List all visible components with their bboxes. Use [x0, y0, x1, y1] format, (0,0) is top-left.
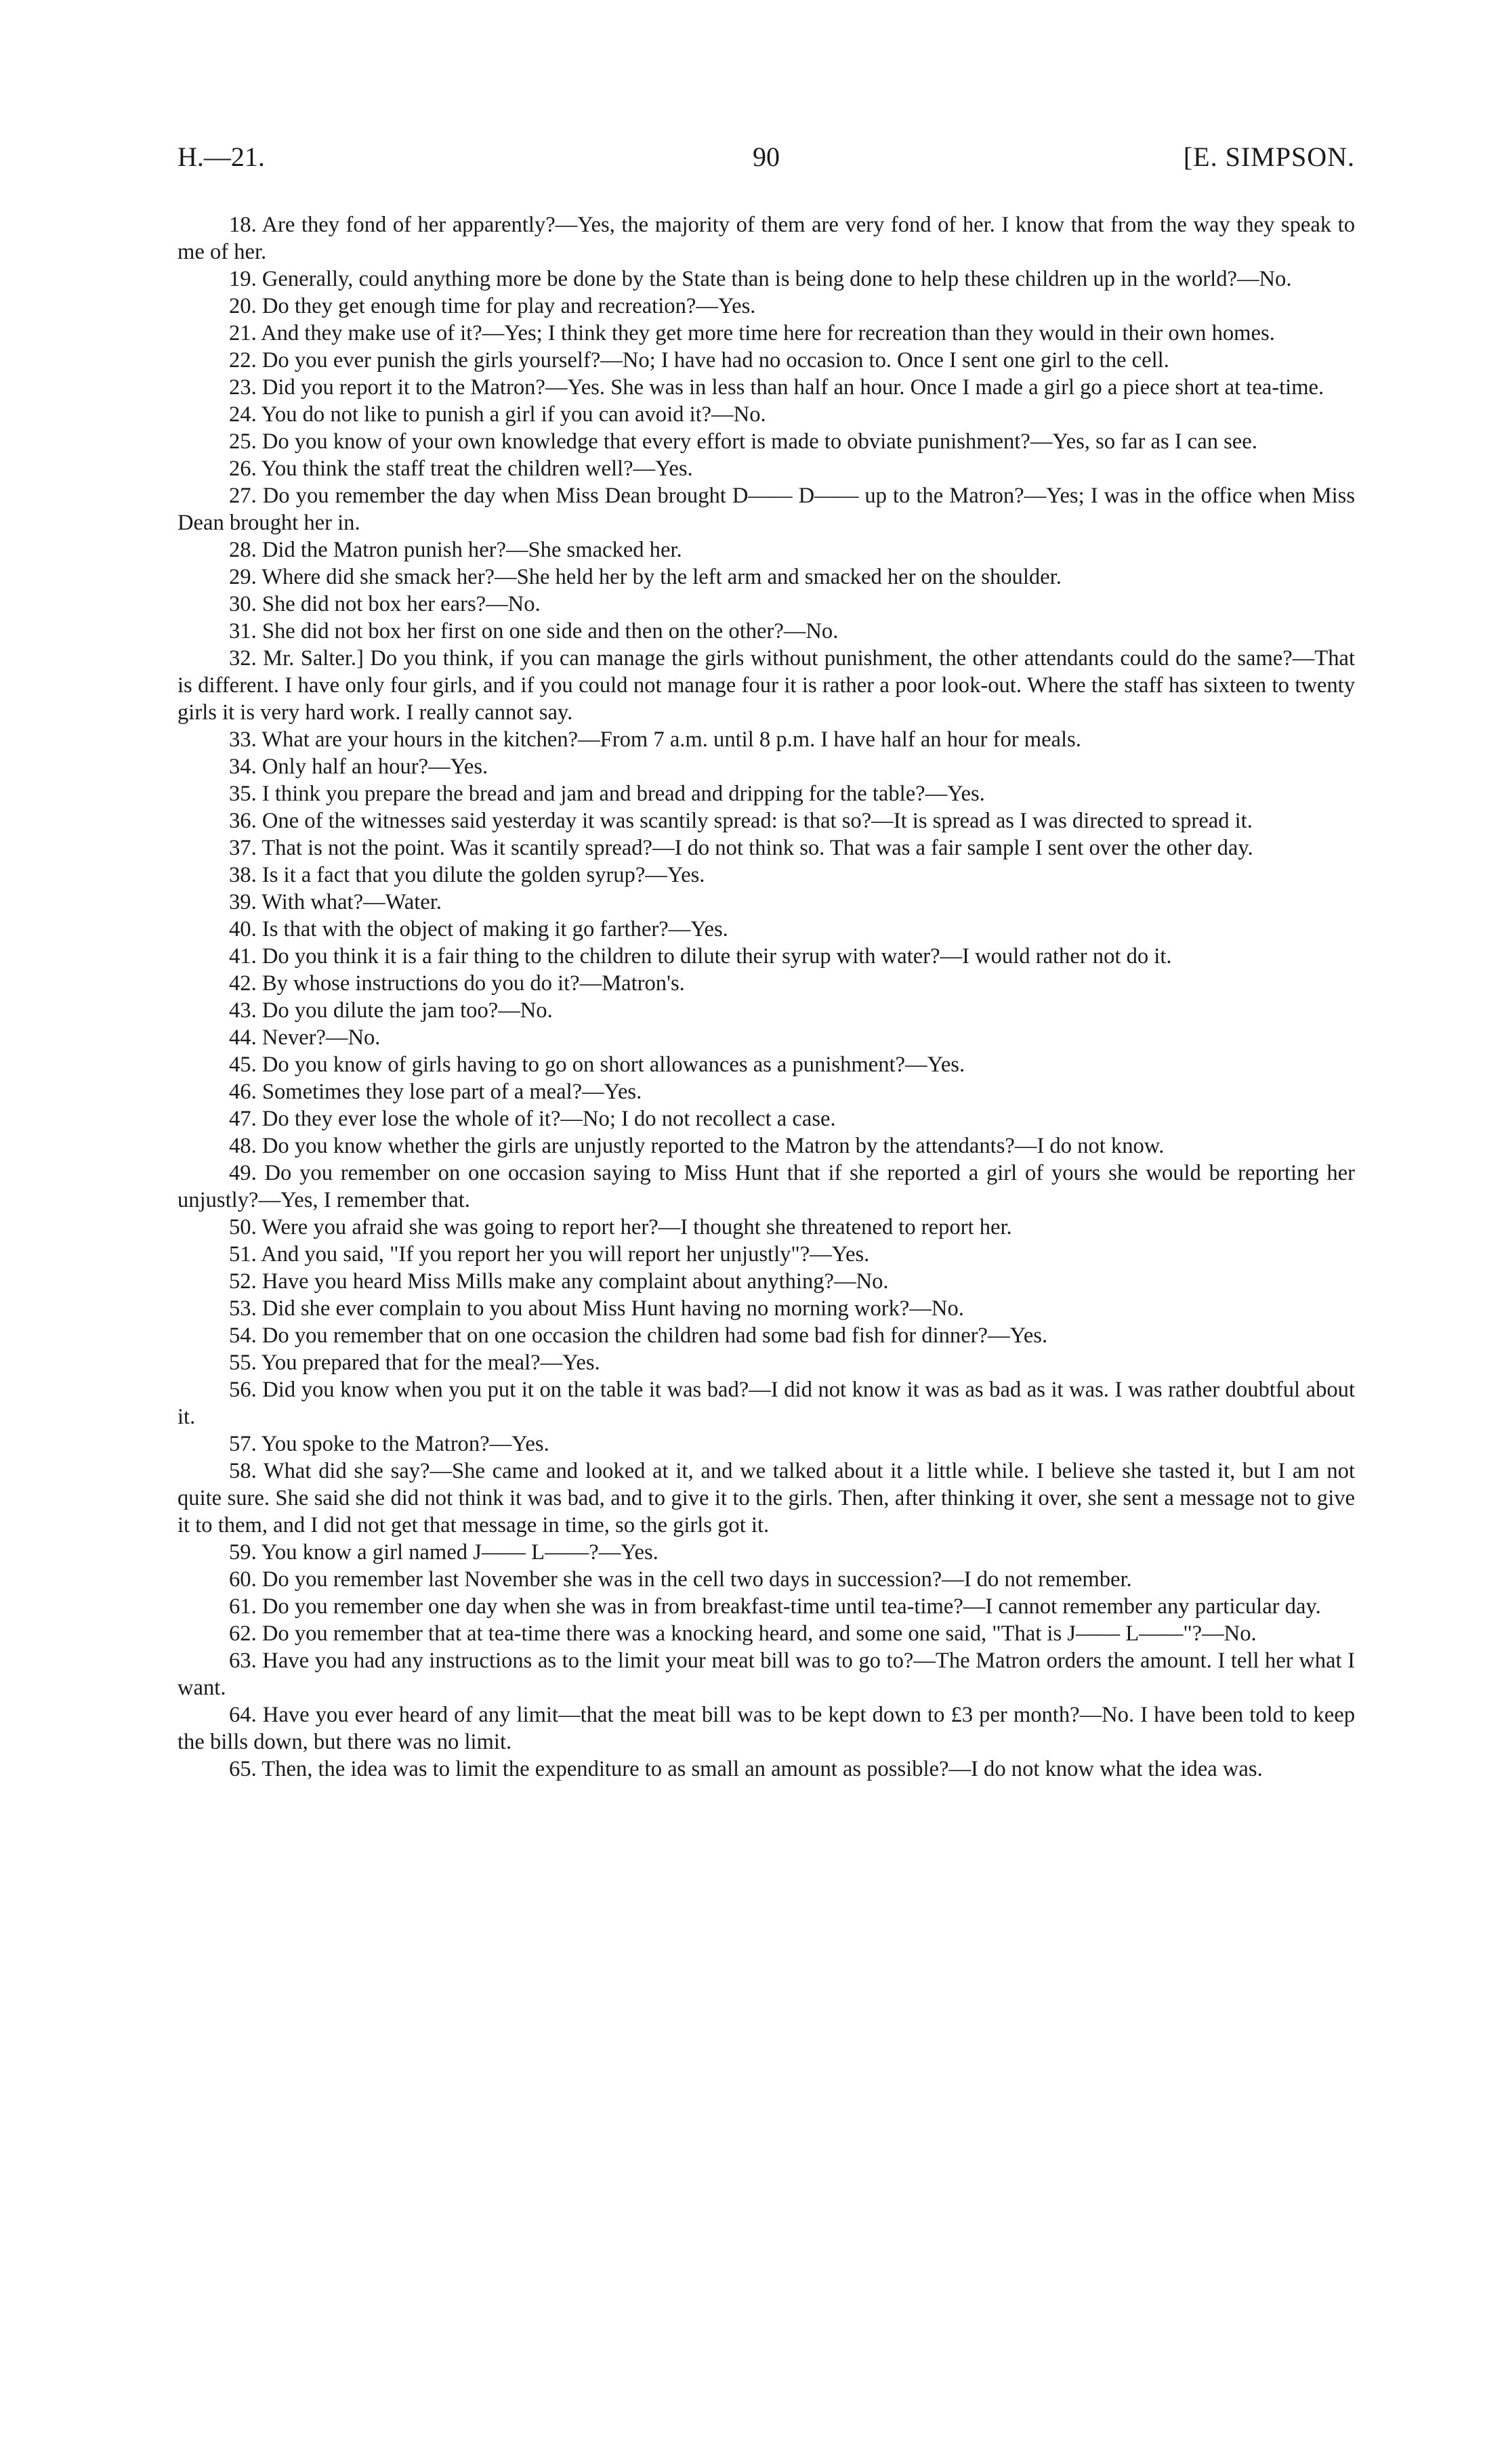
- testimony-paragraph: 40. Is that with the object of making it go farther?—Yes.: [229, 917, 728, 941]
- testimony-paragraph: 47. Do they ever lose the whole of it?—No; I do not recollect a case.: [229, 1107, 836, 1131]
- testimony-paragraph: 51. And you said, "If you report her you will report her unjustly"?—Yes.: [229, 1242, 870, 1267]
- testimony-body: [177, 211, 1355, 1783]
- testimony-paragraph: 49. Do you remember on one occasion saying to Miss Hunt that if she reported a girl of yours she would be reporting her unjustly?—Yes, I remember that.: [177, 1161, 1355, 1212]
- testimony-paragraph: 36. One of the witnesses said yesterday it was scantily spread: is that so?—It is spread as I was directed to spread it.: [229, 809, 1253, 833]
- document-reference: H.—21.: [177, 142, 265, 172]
- testimony-paragraph: 18. Are they fond of her apparently?—Yes, the majority of them are very fond of her. I know that from the way they speak to me of her.: [177, 213, 1355, 264]
- testimony-paragraph: 38. Is it a fact that you dilute the golden syrup?—Yes.: [229, 863, 705, 887]
- testimony-paragraph: 39. With what?—Water.: [229, 890, 442, 914]
- testimony-paragraph: 58. What did she say?—She came and looked at it, and we talked about it a little while. I believe she tasted it, but I am not quite sure. She said she did not think it was bad, and to give it to the girls. Then, after thinking it over, she sent a message not to give it to them, and I did not get that message in time, so the girls got it.: [177, 1459, 1355, 1537]
- page-number: 90: [753, 142, 780, 172]
- testimony-paragraph: 24. You do not like to punish a girl if you can avoid it?—No.: [229, 402, 766, 427]
- testimony-paragraph: 32. Mr. Salter.] Do you think, if you can manage the girls without punishment, the other attendants could do the same?—That is different. I have only four girls, and if you could not manage four it is rather a poor look-out. Where the staff has sixteen to twenty girls it is very hard work. I really cannot say.: [177, 646, 1355, 725]
- page-header: [177, 141, 1355, 182]
- testimony-paragraph: 21. And they make use of it?—Yes; I think they get more time here for recreation than they would in their own homes.: [229, 321, 1275, 345]
- testimony-paragraph: 27. Do you remember the day when Miss Dean brought D—— D—— up to the Matron?—Yes; I was in the office when Miss Dean brought her in.: [177, 484, 1355, 535]
- testimony-paragraph: 33. What are your hours in the kitchen?—From 7 a.m. until 8 p.m. I have half an hour for meals.: [229, 727, 1081, 752]
- testimony-paragraph: 48. Do you know whether the girls are unjustly reported to the Matron by the attendants?—I do not know.: [229, 1134, 1165, 1158]
- testimony-paragraph: 59. You know a girl named J—— L——?—Yes.: [229, 1540, 659, 1565]
- testimony-paragraph: 20. Do they get enough time for play and recreation?—Yes.: [229, 294, 756, 318]
- testimony-paragraph: 37. That is not the point. Was it scantily spread?—I do not think so. That was a fair sample I sent over the other day.: [229, 836, 1253, 860]
- testimony-paragraph: 23. Did you report it to the Matron?—Yes. She was in less than half an hour. Once I made a girl go a piece short at tea-time.: [229, 375, 1324, 400]
- testimony-paragraph: 60. Do you remember last November she was in the cell two days in succession?—I do not remember.: [229, 1567, 1132, 1592]
- testimony-paragraph: 25. Do you know of your own knowledge that every effort is made to obviate punishment?—Yes, so far as I can see.: [229, 429, 1257, 454]
- testimony-paragraph: 43. Do you dilute the jam too?—No.: [229, 998, 553, 1023]
- testimony-paragraph: 19. Generally, could anything more be done by the State than is being done to help these children up in the world?—No.: [229, 267, 1292, 291]
- testimony-paragraph: 29. Where did she smack her?—She held her by the left arm and smacked her on the shoulder.: [229, 565, 1062, 589]
- testimony-paragraph: 22. Do you ever punish the girls yourself?—No; I have had no occasion to. Once I sent one girl to the cell.: [229, 348, 1169, 373]
- testimony-paragraph: 65. Then, the idea was to limit the expenditure to as small an amount as possible?—I do not know what the idea was.: [229, 1757, 1263, 1781]
- testimony-paragraph: 57. You spoke to the Matron?—Yes.: [229, 1432, 549, 1456]
- testimony-paragraph: 41. Do you think it is a fair thing to the children to dilute their syrup with water?—I would rather not do it.: [229, 944, 1172, 969]
- testimony-paragraph: 44. Never?—No.: [229, 1025, 381, 1050]
- testimony-paragraph: 46. Sometimes they lose part of a meal?—Yes.: [229, 1080, 642, 1104]
- testimony-paragraph: 54. Do you remember that on one occasion the children had some bad fish for dinner?—Yes.: [229, 1323, 1048, 1348]
- testimony-paragraph: 62. Do you remember that at tea-time there was a knocking heard, and some one said, "That is J—— L——"?—No.: [229, 1621, 1257, 1646]
- testimony-paragraph: 35. I think you prepare the bread and jam and bread and dripping for the table?—Yes.: [229, 782, 985, 806]
- testimony-paragraph: 31. She did not box her first on one side and then on the other?—No.: [229, 619, 839, 643]
- testimony-paragraph: 61. Do you remember one day when she was in from breakfast-time until tea-time?—I cannot remember any particular day.: [229, 1594, 1321, 1619]
- testimony-paragraph: 52. Have you heard Miss Mills make any complaint about anything?—No.: [229, 1269, 889, 1294]
- testimony-paragraph: 63. Have you had any instructions as to the limit your meat bill was to go to?—The Matron orders the amount. I tell her what I want.: [177, 1649, 1355, 1700]
- testimony-paragraph: 26. You think the staff treat the children well?—Yes.: [229, 456, 693, 481]
- testimony-paragraph: 64. Have you ever heard of any limit—that the meat bill was to be kept down to £3 per month?—No. I have been told to keep the bills down, but there was no limit.: [177, 1703, 1355, 1754]
- testimony-paragraph: 30. She did not box her ears?—No.: [229, 592, 541, 616]
- testimony-paragraph: 42. By whose instructions do you do it?—Matron's.: [229, 971, 685, 996]
- testimony-paragraph: 55. You prepared that for the meal?—Yes.: [229, 1351, 600, 1375]
- witness-name: [E. SIMPSON.: [1183, 142, 1355, 172]
- testimony-paragraph: 56. Did you know when you put it on the table it was bad?—I did not know it was as bad as it was. I was rather doubtful about it.: [177, 1378, 1355, 1429]
- testimony-paragraph: 53. Did she ever complain to you about Miss Hunt having no morning work?—No.: [229, 1296, 964, 1321]
- testimony-paragraph: 28. Did the Matron punish her?—She smacked her.: [229, 538, 682, 562]
- testimony-paragraph: 50. Were you afraid she was going to report her?—I thought she threatened to report her.: [229, 1215, 1012, 1239]
- testimony-paragraph: 45. Do you know of girls having to go on short allowances as a punishment?—Yes.: [229, 1053, 965, 1077]
- testimony-paragraph: 34. Only half an hour?—Yes.: [229, 755, 488, 779]
